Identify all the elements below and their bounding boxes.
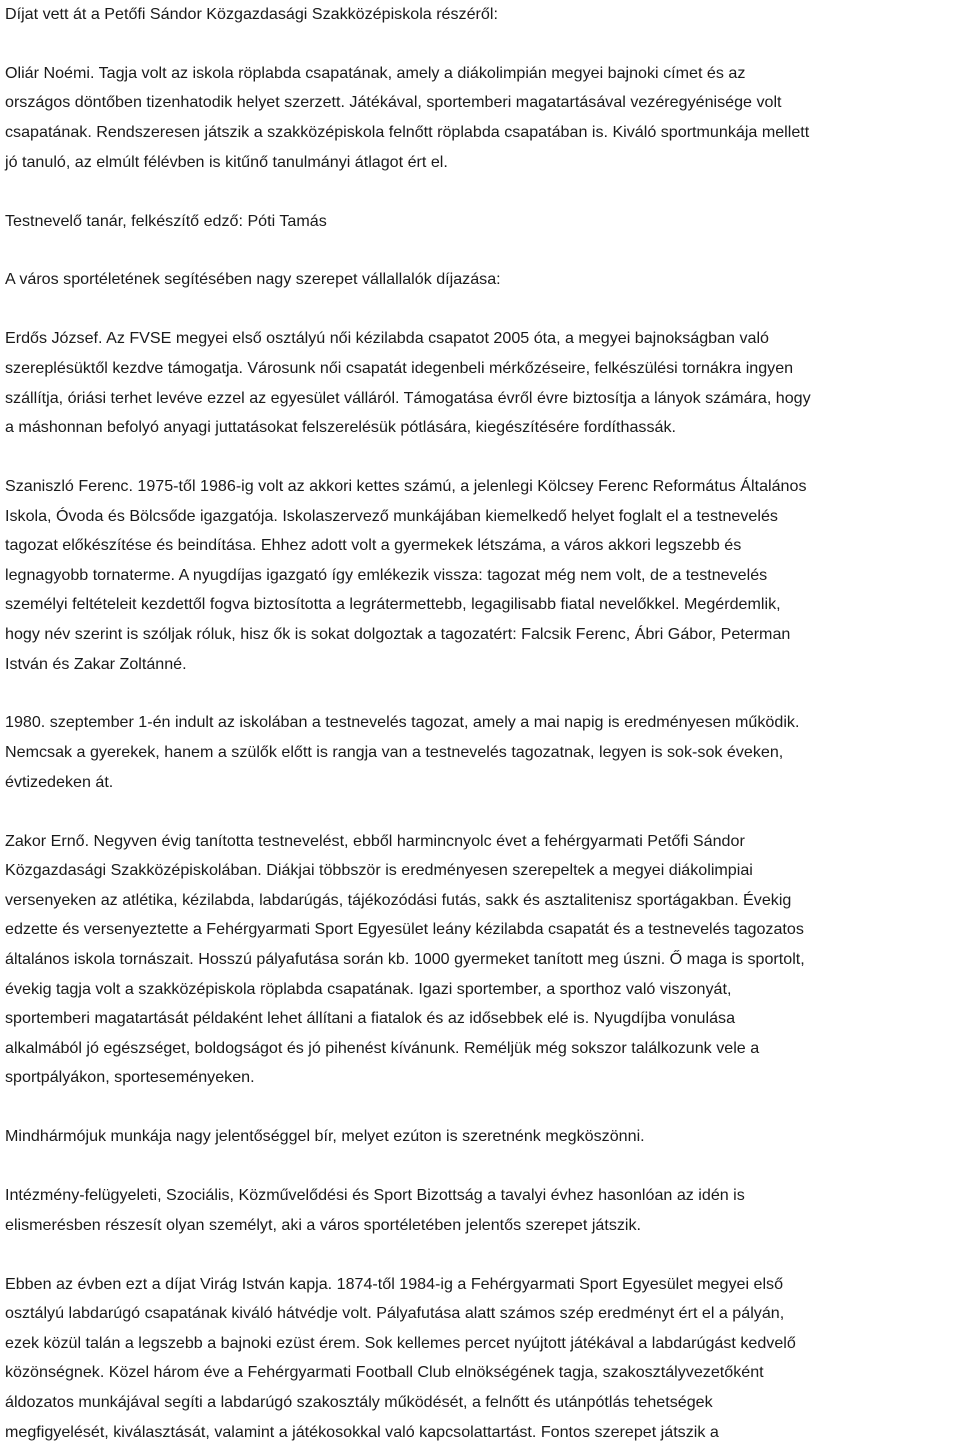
text-line: Közgazdasági Szakközépiskolában. Diákjai többször is eredményesen szerepeltek a megyei diákolimpiai	[5, 861, 753, 880]
text-line: legnagyobb tornaterme. A nyugdíjas igazgató így emlékezik vissza: tagozat még nem volt, de a testnevelés	[5, 565, 768, 584]
text-line: hogy név szerint is szóljak róluk, hisz ők is sokat dolgoztak a tagozatért: Falcsik Ferenc, Ábri Gábor, Peterman	[5, 624, 791, 643]
document-page	[5, 0, 955, 1447]
text-line: sportpályákon, sporteseményeken.	[5, 1068, 255, 1087]
text-line: tagozat előkészítése és beindítása. Ehhez adott volt a gyermekek létszáma, a város akkori legszebb és	[5, 536, 742, 555]
text-line: a máshonnan befolyó anyagi juttatásokat felszerelésük pótlására, kiegészítésére fordíthassák.	[5, 418, 676, 437]
text-line: általános iskola tornászait. Hosszú pályafutása során kb. 1000 gyermeket tanított meg úszni. Ő maga is sportolt,	[5, 949, 805, 968]
text-line: Mindhármójuk munkája nagy jelentőséggel bír, melyet ezúton is szeretnénk megköszönni.	[5, 1127, 645, 1146]
text-line: személyi feltételeit kezdettől fogva biztosította a legrátermettebb, legagilisabb fiatal nevelőkkel. Megérdemlik,	[5, 595, 781, 614]
text-line: jó tanuló, az elmúlt félévben is kitűnő tanulmányi átlagot ért el.	[5, 152, 448, 171]
text-line: Zakor Ernő. Negyven évig tanította testnevelést, ebből harmincnyolc évet a fehérgyarmati Petőfi Sándor	[5, 831, 745, 850]
text-line: Nemcsak a gyerekek, hanem a szülők előtt is rangja van a testnevelés tagozatnak, legyen is sok-sok éveken,	[5, 743, 784, 762]
paragraph-1980	[5, 708, 955, 797]
text-line: alkalmából jó egészséget, boldogságot és jó pihenést kívánunk. Reméljük még sokszor találkozunk vele a	[5, 1038, 760, 1057]
text-line: ezek közül talán a legszebb a bajnoki ezüst érem. Sok kellemes percet nyújtott játékával a labdarúgást kedvelő	[5, 1333, 796, 1352]
text-line: évekig tagja volt a szakközépiskola röplabda csapatának. Igazi sportember, a sporthoz való viszonyát,	[5, 979, 732, 998]
text-line: versenyeken az atlétika, kézilabda, labdarúgás, tájékozódási futás, sakk és asztalitenisz sportágakban. Évekig	[5, 890, 792, 909]
paragraph-zakor	[5, 827, 955, 1093]
text-line: Erdős József. Az FVSE megyei első osztályú női kézilabda csapatot 2005 óta, a megyei bajnokságban való	[5, 329, 770, 348]
text-line: Oliár Noémi. Tagja volt az iskola röplabda csapatának, amely a diákolimpián megyei bajnoki címet és az	[5, 63, 746, 82]
text-line: Iskola, Óvoda és Bölcsőde igazgatója. Iskolaszervező munkájában kiemelkedő helyet foglalt el a testnevelés	[5, 506, 778, 525]
paragraph-oliar	[5, 59, 955, 177]
text-line: Testnevelő tanár, felkészítő edző: Póti Tamás	[5, 211, 327, 230]
text-line: Díjat vett át a Petőfi Sándor Közgazdasági Szakközépiskola részéről:	[5, 5, 498, 23]
paragraph-virag	[5, 1270, 955, 1447]
paragraph-committee	[5, 1181, 955, 1240]
text-line: Ebben az évben ezt a díjat Virág István kapja. 1874-től 1984-ig a Fehérgyarmati Sport Egyesület megyei első	[5, 1274, 784, 1293]
text-line: csapatának. Rendszeresen játszik a szakközépiskola felnőtt röplabda csapatában is. Kiváló sportmunkája mellett	[5, 123, 810, 142]
paragraph-coach	[5, 207, 955, 237]
text-line: sportemberi magatartását példaként lehet állítani a fiatalok és az idősebbek elé is. Nyugdíjba vonulása	[5, 1009, 736, 1028]
text-line: A város sportéletének segítésében nagy szerepet vállallalók díjazása:	[5, 270, 501, 289]
text-line: áldozatos munkájával segíti a labdarúgó szakosztály működését, a felnőtt és utánpótlás tehetségek	[5, 1392, 713, 1411]
text-line: edzette és versenyeztette a Fehérgyarmati Sport Egyesület leány kézilabda csapatát és a testnevelés tagozatos	[5, 920, 804, 939]
document-heading	[5, 0, 955, 30]
text-line: országos döntőben tizenhatodik helyet szerzett. Játékával, sportemberi magatartásával vezéregyénisége volt	[5, 93, 782, 112]
text-line: megfigyelését, kiválasztását, valamint a játékosokkal való kapcsolattartást. Fontos szerepet játszik a	[5, 1422, 719, 1441]
text-line: elismerésben részesít olyan személyt, aki a város sportéletében jelentős szerepet játszik.	[5, 1215, 642, 1234]
paragraph-intro	[5, 265, 955, 295]
text-line: szállítja, óriási terhet levéve ezzel az egyesület válláról. Támogatása évről évre biztosítja a lányok számára, hogy	[5, 388, 811, 407]
text-line: Szaniszló Ferenc. 1975-től 1986-ig volt az akkori kettes számú, a jelenlegi Kölcsey Ferenc Református Általános	[5, 477, 807, 496]
text-line: évtizedeken át.	[5, 772, 114, 791]
text-line: 1980. szeptember 1-én indult az iskolában a testnevelés tagozat, amely a mai napig is eredményesen működik.	[5, 713, 800, 732]
paragraph-szaniszlo	[5, 472, 955, 679]
paragraph-erdos	[5, 324, 955, 442]
text-line: István és Zakar Zoltánné.	[5, 654, 187, 673]
text-line: közönségnek. Közel három éve a Fehérgyarmati Football Club elnökségének tagja, szakosztályvezetőként	[5, 1363, 764, 1382]
text-line: Intézmény-felügyeleti, Szociális, Közművelődési és Sport Bizottság a tavalyi évhez hasonlóan az idén is	[5, 1186, 745, 1205]
paragraph-thanks	[5, 1122, 955, 1152]
text-line: osztályú labdarúgó csapatának kiváló hátvédje volt. Pályafutása alatt számos szép eredményt ért el a pályán,	[5, 1304, 785, 1323]
text-line: szereplésüktől kezdve támogatja. Városunk női csapatát idegenbeli mérkőzéseire, felkészülési tornákra ingyen	[5, 358, 794, 377]
